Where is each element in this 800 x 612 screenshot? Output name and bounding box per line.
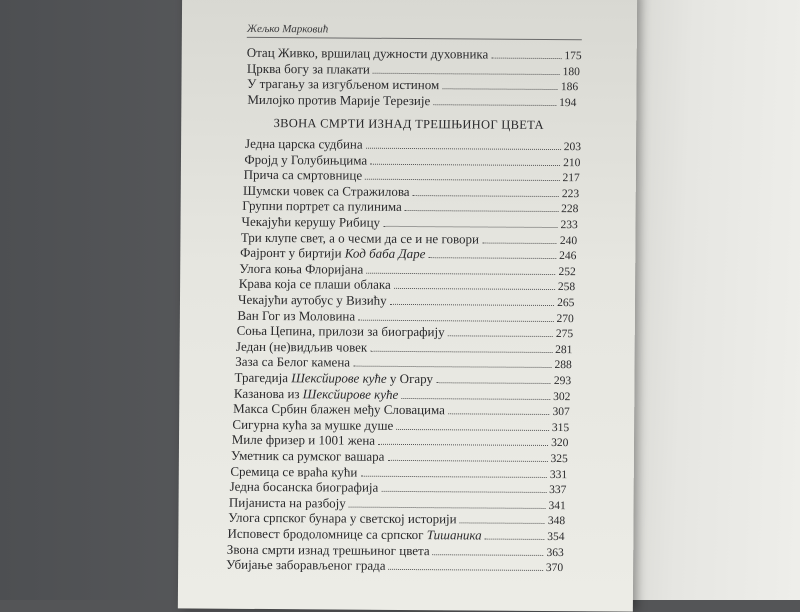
toc-entry-title: Заза са Белог камена bbox=[235, 354, 351, 370]
dot-leader bbox=[366, 136, 561, 150]
dot-leader bbox=[378, 432, 548, 446]
toc-entry-title: Уметник са румског вашара bbox=[230, 447, 385, 464]
toc-entry-title: Ван Гог из Моловина bbox=[237, 307, 356, 324]
toc-entry-title: Групни портрет са пулинима bbox=[242, 198, 402, 215]
toc-entry-title: Исповест бродоломнице са српског Тишаника bbox=[227, 525, 482, 543]
toc-entry-title: Црква богу за плакати bbox=[246, 60, 370, 77]
toc-entry-page: 288 bbox=[554, 359, 572, 372]
toc-entry-title: Шумски човек са Стражилова bbox=[242, 182, 410, 199]
toc-entry-page: 325 bbox=[550, 453, 568, 466]
toc-entry-page: 180 bbox=[562, 65, 580, 78]
toc-entry-page: 223 bbox=[561, 187, 580, 200]
dot-leader bbox=[448, 401, 550, 415]
toc-entry-title: Соња Цепина, прилози за биографију bbox=[236, 322, 445, 340]
dot-leader bbox=[405, 198, 558, 212]
dot-leader bbox=[349, 494, 546, 508]
dot-leader bbox=[428, 245, 556, 259]
dot-leader bbox=[482, 230, 557, 244]
dot-leader bbox=[389, 557, 543, 571]
toc-entry-title: Звона смрти изнад трешњиног цвета bbox=[226, 541, 430, 558]
toc-entry-page: 331 bbox=[549, 468, 568, 481]
toc-entry-title: Чекајући аутобус у Визићу bbox=[238, 291, 387, 308]
toc-entry-title: Убијање заборављеног града bbox=[226, 556, 386, 574]
toc-entry-page: 217 bbox=[562, 172, 580, 185]
toc-entry-page: 252 bbox=[558, 265, 576, 278]
toc-entry-page: 281 bbox=[555, 343, 573, 356]
toc-entry-page: 186 bbox=[560, 81, 579, 94]
toc-entry-page: 175 bbox=[564, 50, 582, 63]
toc-entry-page: 270 bbox=[556, 312, 574, 325]
toc-entry-title: Миле фризер и 1001 жена bbox=[231, 432, 376, 449]
dot-leader bbox=[442, 76, 558, 90]
toc-entry-title: Сремица се враћа кући bbox=[230, 463, 358, 480]
dot-leader bbox=[366, 261, 555, 275]
toc-entry-page: 233 bbox=[560, 219, 578, 232]
toc-entry-page: 315 bbox=[551, 421, 570, 434]
toc-entry-title: Улога српског бунара у светској историји bbox=[228, 510, 457, 527]
toc-entry-page: 210 bbox=[563, 156, 581, 169]
dot-leader bbox=[381, 479, 546, 493]
toc-entry-title: Отац Живко, вршилац дужности духовника bbox=[246, 44, 489, 62]
toc-entry-title: Казанова из Шексйирове куће bbox=[233, 385, 399, 402]
toc-entry-page: 228 bbox=[561, 203, 579, 216]
dot-leader bbox=[394, 276, 555, 290]
toc-entry-page: 354 bbox=[547, 530, 565, 544]
toc-entry-title: Три клупе свет, а о чесми да се и не говори bbox=[240, 229, 480, 247]
toc-entry-title: Једна царска судбина bbox=[245, 135, 363, 152]
dot-leader bbox=[460, 511, 545, 525]
book-page bbox=[178, 0, 637, 612]
toc-entry-page: 194 bbox=[559, 96, 577, 109]
dot-leader bbox=[360, 463, 547, 477]
dot-leader bbox=[373, 60, 560, 74]
dot-leader bbox=[433, 92, 556, 106]
toc-entry-title: Један (не)видљив човек bbox=[235, 338, 368, 355]
toc-entry-title-italic: Тишаника bbox=[426, 527, 482, 543]
toc-entry-page: 337 bbox=[549, 484, 567, 497]
running-head: Жељко Марковић bbox=[246, 22, 329, 36]
toc-entry-title: Милојко против Марије Терезије bbox=[247, 91, 431, 108]
toc-entry-title: Сигурна кућа за мушке душе bbox=[232, 416, 394, 433]
header-rule bbox=[247, 37, 582, 40]
toc-entry-title-italic: Код баба Даре bbox=[344, 245, 426, 262]
toc-entry-page: 246 bbox=[559, 250, 577, 263]
toc-entry-page: 370 bbox=[545, 562, 564, 575]
toc-entry-title: Прича са смртовнице bbox=[243, 167, 363, 183]
dot-leader bbox=[370, 339, 552, 353]
dot-leader bbox=[383, 214, 558, 228]
toc-entry-title-italic: Шексйирове куће bbox=[302, 385, 399, 402]
toc-entry bbox=[247, 90, 576, 110]
dot-leader bbox=[396, 417, 549, 431]
toc-entry-page: 341 bbox=[548, 499, 566, 512]
toc-entry-title: Макса Србин блажен међу Словацима bbox=[233, 400, 446, 418]
dot-leader bbox=[370, 151, 560, 165]
dot-leader bbox=[390, 292, 555, 306]
dot-leader bbox=[433, 542, 544, 556]
toc-entry-page: 240 bbox=[559, 234, 578, 247]
toc-entry-page: 203 bbox=[563, 141, 582, 154]
dot-leader bbox=[491, 46, 561, 59]
dot-leader bbox=[485, 527, 545, 540]
dot-leader bbox=[387, 448, 547, 462]
toc-entry-page: 265 bbox=[557, 297, 575, 310]
toc-entry-page: 363 bbox=[546, 546, 564, 559]
toc-entry-page: 275 bbox=[555, 328, 574, 341]
toc-entry-page: 293 bbox=[553, 375, 572, 388]
toc-entry-title: Фројд у Голубињцима bbox=[244, 151, 368, 168]
toc-entry-title-italic: Шексйирове куће bbox=[291, 370, 387, 386]
section-title: ЗВОНА СМРТИ ИЗНАД ТРЕШЊИНОГ ЦВЕТА bbox=[273, 116, 544, 132]
toc-entry-page: 258 bbox=[557, 281, 576, 294]
dot-leader bbox=[413, 183, 559, 197]
toc-entry-page: 348 bbox=[547, 515, 566, 528]
toc-entry-title: Чекајући керушу Рибицу bbox=[241, 213, 381, 230]
toc-entry-title: Фајронт у биртији Код баба Даре bbox=[240, 245, 426, 262]
toc-entry-title: Једна босанска биографија bbox=[229, 478, 379, 495]
dot-leader bbox=[358, 307, 553, 321]
dot-leader bbox=[436, 370, 551, 384]
toc-entry-page: 307 bbox=[552, 406, 570, 419]
dot-leader bbox=[401, 386, 550, 400]
toc-entry-title: Улога коња Флоријана bbox=[239, 260, 364, 277]
dot-leader bbox=[448, 323, 553, 337]
toc-entry-title: Трагедија Шексйирове куће у Огару bbox=[234, 369, 434, 387]
toc-entry-title: У трагању за изгубљеном истином bbox=[247, 75, 440, 93]
toc-entry bbox=[226, 556, 563, 576]
toc-entry-title: Крава која се плаши облака bbox=[238, 276, 391, 293]
dot-leader bbox=[353, 354, 552, 368]
dot-leader bbox=[365, 167, 559, 181]
toc-entry-title: Пијаниста на разбоју bbox=[228, 494, 346, 511]
toc-entry-page: 320 bbox=[551, 437, 569, 450]
page-content bbox=[178, 0, 637, 612]
toc-entry-page: 302 bbox=[553, 390, 571, 403]
